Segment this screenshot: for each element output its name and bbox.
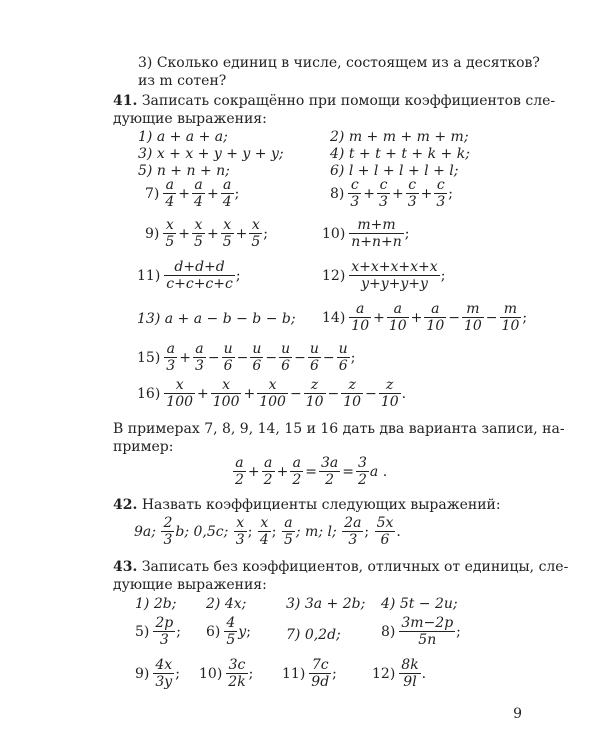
ex43-item-4: 4) 5t − 2u; (381, 596, 458, 612)
ex41-item-8: 8) $\frac{c}{3}$ + $\frac{c}{3}$ + $\frac{c}{3}$ + $\frac{c}{3}$ ; (330, 177, 453, 210)
ex41-item-12: 12) $\frac{x+x+x+x+x}{y+y+y+y}$ ; (322, 259, 446, 292)
note-line-2: пример: (113, 439, 174, 455)
ex43-item-11: 11) $\frac{7c}{9d}$ ; (282, 657, 337, 690)
ex41-item-3: 3) x + x + y + y + y; (138, 146, 284, 162)
ex43-item-10: 10) $\frac{3c}{2k}$ ; (199, 657, 254, 690)
ex41-item-13: 13) a + a − b − b − b; (137, 311, 296, 327)
ex41-item-10: 10) $\frac{m+m}{n+n+n}$ ; (322, 217, 410, 250)
ex43-item-12: 12) $\frac{8k}{9l}$ . (372, 657, 427, 690)
ex41-item-11: 11) $\frac{d+d+d}{c+c+c+c}$ ; (137, 259, 241, 292)
ex43-text-2: дующие выражения: (113, 577, 267, 593)
ex41-item-7: 7) $\frac{a}{4}$ + $\frac{a}{4}$ + $\frac{a}{4}$ ; (145, 177, 240, 210)
intro-line-1: 3) Сколько единиц в числе, состоящем из a десятков? (138, 55, 540, 71)
ex41-item-4: 4) t + t + t + k + k; (330, 146, 470, 162)
ex43-heading (113, 558, 568, 576)
ex41-text-1: Записать сокращённо при помощи коэффициентов сле- (141, 93, 556, 109)
ex41-item-9: 9) $\frac{x}{5}$ + $\frac{x}{5}$ + $\frac{x}{5}$ + $\frac{x}{5}$ ; (145, 217, 268, 250)
ex41-item-2: 2) m + m + m + m; (330, 129, 469, 145)
ex43-item-9: 9) $\frac{4x}{3y}$ ; (135, 657, 180, 690)
ex43-item-6: 6) $\frac{4}{5}$ y ; (206, 615, 251, 648)
ex43-item-5: 5) $\frac{2p}{3}$ ; (135, 615, 181, 648)
ex43-item-1: 1) 2b; (135, 596, 177, 612)
ex42-heading (113, 496, 501, 514)
note-example: $\frac{a}{2}$ + $\frac{a}{2}$ + $\frac{a}{2}$ = $\frac{3a}{2}$ = $\frac{3}{2}$ a . (235, 455, 388, 488)
ex43-text-1: Записать без коэффициентов, отличных от единицы, сле- (141, 559, 569, 575)
page-number: 9 (513, 706, 522, 722)
ex43-item-8: 8) $\frac{3m-2p}{5n}$ ; (381, 615, 461, 648)
ex43-item-7: 7) 0,2d; (286, 627, 341, 643)
ex42-number: 42. (113, 497, 138, 513)
ex43-number: 43. (113, 559, 138, 575)
ex41-item-1: 1) a + a + a; (138, 129, 228, 145)
ex41-number: 41. (113, 93, 138, 109)
ex41-text-2: дующие выражения: (113, 111, 267, 127)
ex41-item-14: 14) $\frac{a}{10}$ + $\frac{a}{10}$ + $\frac{a}{10}$ − $\frac{m}{10}$ − $\frac{m}{10}$ ; (322, 301, 528, 334)
ex41-heading (113, 92, 555, 110)
ex41-item-5: 5) n + n + n; (138, 163, 230, 179)
intro-line-2: из m сотен? (138, 73, 227, 89)
ex41-item-6: 6) l + l + l + l + l; (330, 163, 459, 179)
ex42-expressions: 9a; $\frac{2}{3}$ b ; 0,5c; $\frac{x}{3}$ ; $\frac{x}{4}$ ; $\frac{a}{5}$ ; m; l; $\frac{2a}{3}$ ; $\frac{5x}{6}$ . (134, 515, 401, 548)
ex43-item-2: 2) 4x; (206, 596, 247, 612)
ex41-item-16: 16) $\frac{x}{100}$ + $\frac{x}{100}$ + $\frac{x}{100}$ − $\frac{z}{10}$ − $\frac{z}{10}$ − $\frac{z}{10}$ . (137, 377, 407, 410)
ex41-item-15: 15) $\frac{a}{3}$ + $\frac{a}{3}$ − $\frac{u}{6}$ − $\frac{u}{6}$ − $\frac{u}{6}$ − $\frac{u}{6}$ − $\frac{u}{6}$ ; (137, 341, 356, 374)
ex42-text: Назвать коэффициенты следующих выражений: (141, 497, 501, 513)
ex43-item-3: 3) 3a + 2b; (286, 596, 366, 612)
note-line-1: В примерах 7, 8, 9, 14, 15 и 16 дать два варианта записи, на- (113, 421, 565, 437)
